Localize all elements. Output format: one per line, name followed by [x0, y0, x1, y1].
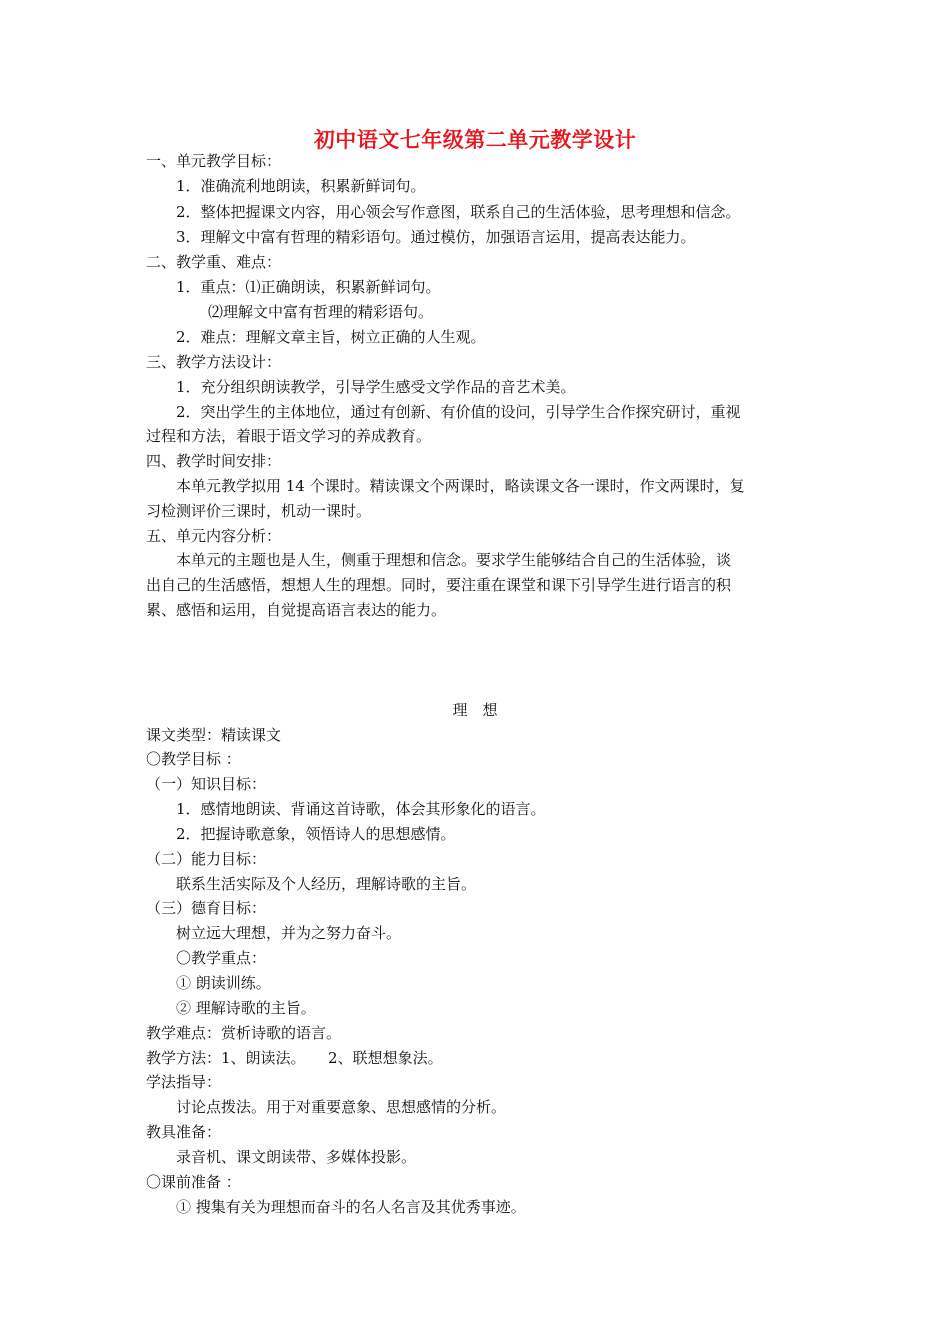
section-heading: 五、单元内容分析：: [146, 527, 282, 545]
paragraph-line: 本单元的主题也是人生，侧重于理想和信念。要求学生能够结合自己的生活体验，谈: [176, 551, 732, 569]
document-title: 初中语文七年级第二单元教学设计: [313, 127, 637, 152]
section-heading: 三、教学方法设计：: [146, 353, 282, 371]
list-item: ① 朗读训练。: [176, 974, 271, 992]
list-item: 联系生活实际及个人经历，理解诗歌的主旨。: [176, 875, 477, 893]
list-item: ⑵理解文中富有哲理的精彩语句。: [208, 303, 434, 321]
list-item: 1．充分组织朗读教学，引导学生感受文学作品的音艺术美。: [176, 378, 576, 396]
list-item: 1．重点：⑴正确朗读，积累新鲜词句。: [176, 278, 441, 296]
lesson-type: 课文类型：精读课文: [146, 726, 282, 744]
paragraph-line: 过程和方法，着眼于语文学习的养成教育。: [146, 427, 432, 445]
paragraph-line: 教学方法：1、朗读法。 2、联想想象法。: [146, 1049, 443, 1067]
section-heading: 〇教学重点：: [176, 949, 267, 967]
section-heading: 教具准备：: [146, 1123, 222, 1141]
list-item: ① 搜集有关为理想而奋斗的名人名言及其优秀事迹。: [176, 1198, 526, 1216]
list-item: 3．理解文中富有哲理的精彩语句。通过模仿，加强语言运用，提高表达能力。: [176, 228, 696, 246]
list-item: 讨论点拨法。用于对重要意象、思想感情的分析。: [176, 1098, 507, 1116]
paragraph-line: 习检测评价三课时，机动一课时。: [146, 502, 372, 520]
paragraph-line: 教学难点：赏析诗歌的语言。: [146, 1024, 342, 1042]
list-item: 1．准确流利地朗读，积累新鲜词句。: [176, 177, 426, 195]
list-item: ② 理解诗歌的主旨。: [176, 999, 316, 1017]
paragraph-line: 本单元教学拟用 14 个课时。精读课文个两课时，略读课文各一课时，作文两课时，复: [176, 477, 745, 495]
paragraph-line: 累、感悟和运用，自觉提高语言表达的能力。: [146, 601, 447, 619]
section-heading: 〇课前准备 ：: [146, 1173, 241, 1191]
section-heading: （一）知识目标：: [146, 775, 267, 793]
section-heading: 二、教学重、难点：: [146, 253, 282, 271]
list-item: 2．难点：理解文章主旨，树立正确的人生观。: [176, 328, 486, 346]
section-heading: 学法指导：: [146, 1073, 222, 1091]
section-heading: 〇教学目标 ：: [146, 750, 241, 768]
list-item: 2．突出学生的主体地位，通过有创新、有价值的设问，引导学生合作探究研讨，重视: [176, 403, 741, 421]
paragraph-line: 出自己的生活感悟，想想人生的理想。同时，要注重在课堂和课下引导学生进行语言的积: [146, 576, 732, 594]
list-item: 2．整体把握课文内容，用心领会写作意图，联系自己的生活体验，思考理想和信念。: [176, 203, 741, 221]
list-item: 2．把握诗歌意象，领悟诗人的思想感情。: [176, 825, 456, 843]
section-heading: 四、教学时间安排：: [146, 452, 282, 470]
list-item: 录音机、课文朗读带、多媒体投影。: [176, 1148, 417, 1166]
section-heading: （三）德育目标：: [146, 899, 267, 917]
list-item: 1．感情地朗读、背诵这首诗歌，体会其形象化的语言。: [176, 800, 546, 818]
list-item: 树立远大理想，并为之努力奋斗。: [176, 924, 402, 942]
lesson-title: 理 想: [452, 701, 498, 719]
section-heading: 一、单元教学目标：: [146, 152, 282, 170]
section-heading: （二）能力目标：: [146, 850, 267, 868]
